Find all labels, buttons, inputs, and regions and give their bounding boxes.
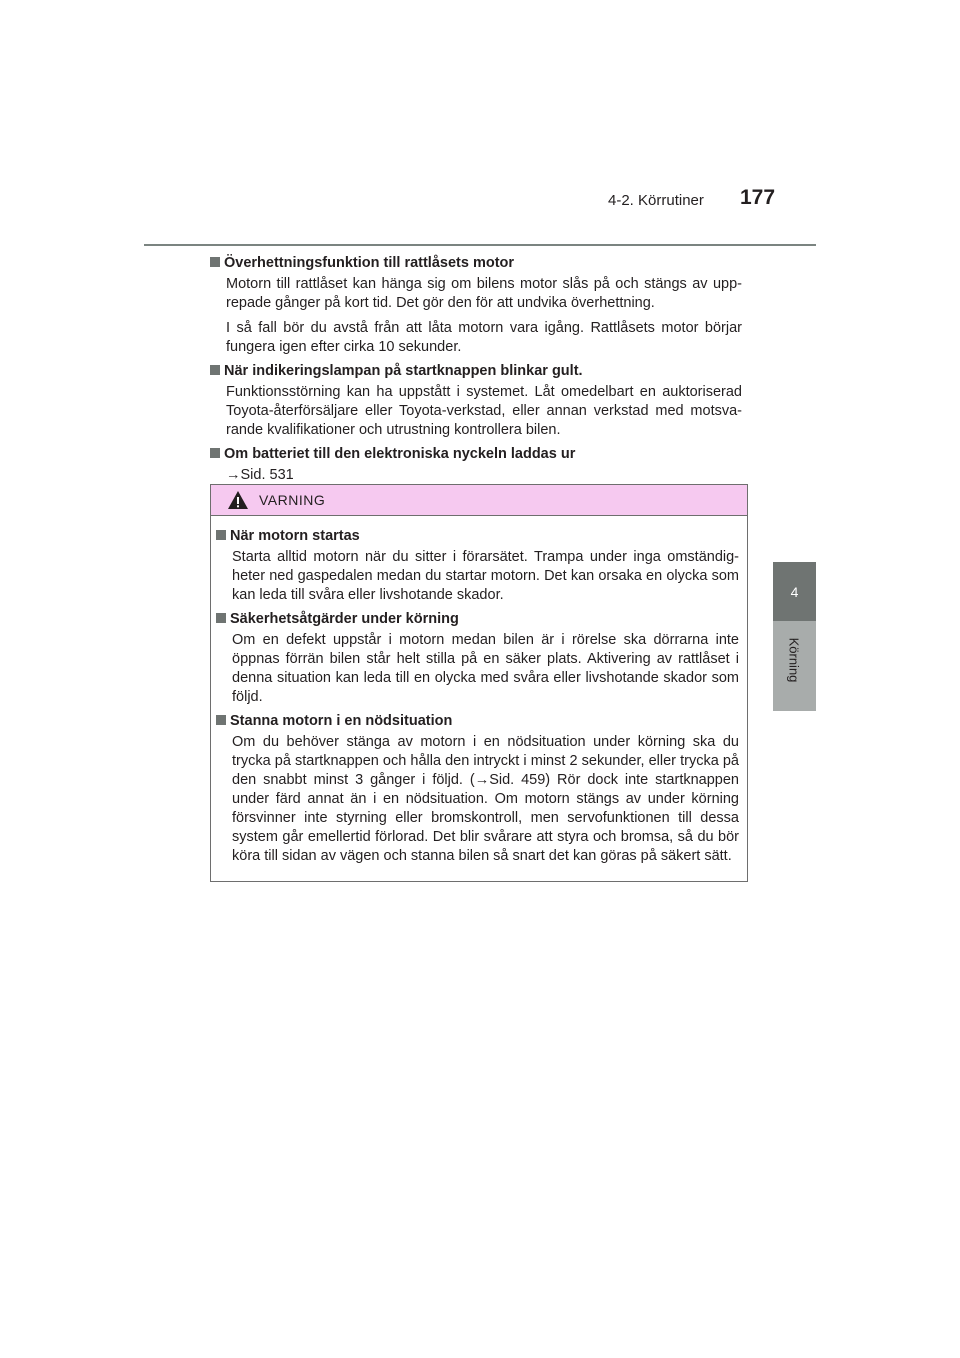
section-title: Överhettningsfunktion till rattlåsets motor	[224, 255, 515, 271]
bullet-square-icon	[216, 715, 226, 725]
section-indicator-blinking	[210, 362, 742, 440]
warning-body	[211, 516, 747, 866]
warning-item	[216, 527, 739, 605]
chapter-number: 4	[790, 583, 799, 600]
bullet-square-icon	[216, 530, 226, 540]
section-key-battery	[210, 445, 742, 485]
warning-item-text: Om du behöver stänga av motorn i en nödsituation under körning ska du trycka på startknappen och hålla den intryckt i minst 2 sekunder, eller trycka på den snabbt minst 3 gånger i följd. (→Sid. 459) Rör dock inte startknappen under färd annat än i en nödsituation. Om motorn stängs av under körning försvinner inte styrning eller bromskontroll, men servofunktionen till dessa system går emellertid förlorad. Det blir svårare att styra och bromsa, så du bör köra till sidan av vägen och stanna bilen så snart det kan göras på säkert sätt.	[232, 734, 739, 864]
warning-item-text: Starta alltid motorn när du sitter i förarsätet. Trampa under inga omständig-heter ned gaspedalen medan du startar motorn. Det kan orsaka en olycka som kan leda till svåra eller livshotande skador.	[232, 549, 739, 603]
section-title: Om batteriet till den elektroniska nyckeln laddas ur	[224, 446, 576, 462]
section-title: När indikeringslampan på startknappen blinkar gult.	[224, 363, 583, 379]
bullet-square-icon	[210, 365, 220, 375]
header-divider	[144, 244, 816, 246]
chapter-label: Körning	[786, 637, 802, 683]
warning-item-text: Om en defekt uppstår i motorn medan bilen är i rörelse ska dörrarna inte öppnas förrän bilen står helt stilla på en säker plats. Aktivering av rattlåset i denna situation kan leda till en olycka med svåra eller livshotande skador som följd.	[232, 632, 739, 705]
warning-box	[210, 484, 748, 882]
warning-item-title: När motorn startas	[230, 528, 360, 544]
section-paragraph: Motorn till rattlåset kan hänga sig om bilens motor slås på och stängs av upp-repade gånger på kort tid. Det gör den för att undvika överhettning.	[226, 276, 742, 311]
bullet-square-icon	[216, 613, 226, 623]
section-paragraph: I så fall bör du avstå från att låta motorn vara igång. Rattlåsets motor börjar fungera igen efter cirka 10 sekunder.	[226, 320, 742, 355]
section-paragraph: Funktionsstörning kan ha uppstått i systemet. Låt omedelbart en auktoriserad Toyota-återförsäljare eller Toyota-verkstad, eller annan verkstad med motsva-rande kvalifikationer och utrustning kontrollera bilen.	[226, 384, 742, 438]
warning-label: VARNING	[259, 492, 326, 508]
bullet-square-icon	[210, 257, 220, 267]
warning-item	[216, 712, 739, 866]
warning-item-title: Stanna motorn i en nödsituation	[230, 713, 453, 729]
warning-header	[211, 485, 747, 516]
page-number: 177	[740, 186, 776, 209]
warning-item	[216, 610, 739, 707]
chapter-tab	[773, 562, 816, 621]
warning-triangle-icon	[227, 490, 249, 510]
section-rattlas-overheating	[210, 254, 742, 357]
page-reference-link[interactable]: →Sid. 531	[226, 467, 294, 483]
bullet-square-icon	[210, 448, 220, 458]
running-header-section: 4-2. Körrutiner	[608, 192, 704, 209]
warning-item-title: Säkerhetsåtgärder under körning	[230, 611, 459, 627]
main-content	[210, 254, 742, 485]
